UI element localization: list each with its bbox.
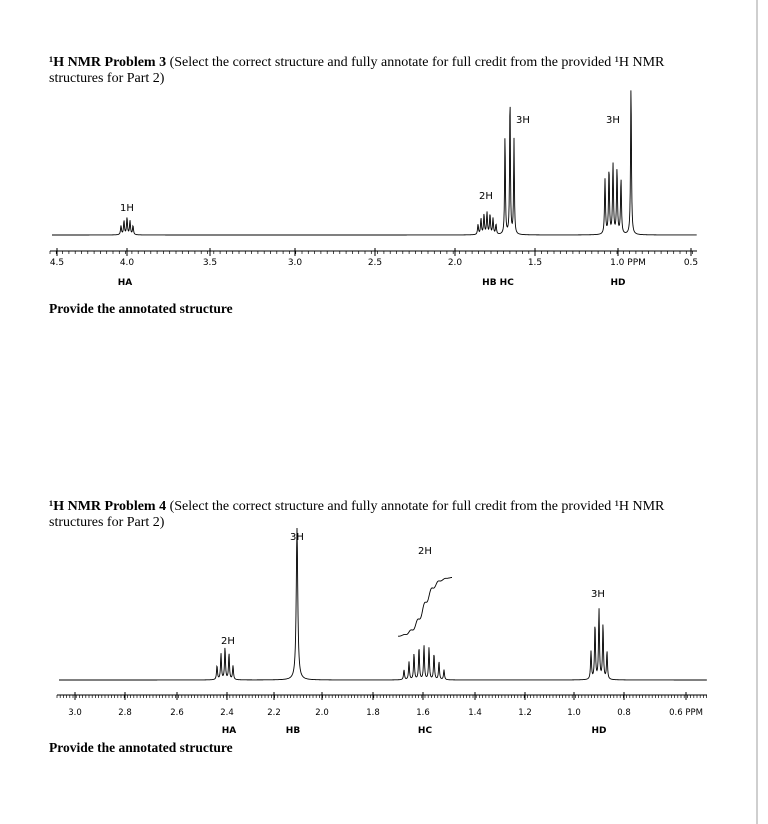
p4-integration-label: 3H — [290, 532, 304, 543]
p4-integration-label: 3H — [591, 589, 605, 600]
p3-assignment-label: HB HC — [482, 278, 514, 288]
p3-assignment-label: HA — [117, 278, 133, 288]
p4-tick-label: 0.8 — [617, 708, 631, 718]
p3-tick-label: 0.5 — [683, 258, 699, 268]
problem3-prompt: Provide the annotated structure — [49, 301, 233, 316]
p3-tick-label: 3.5 — [202, 258, 218, 268]
problem4-heading: ¹H NMR Problem 4 (Select the correct structure and fully annotate for full credit from the provided ¹H NMR structures for Part 2) — [49, 499, 665, 530]
p3-integration-label: 2H — [479, 191, 493, 202]
p4-integration-label: 2H — [418, 546, 432, 557]
p4-assignment-label: HB — [285, 726, 301, 736]
p3-tick-label: 2.0 — [447, 258, 463, 268]
p4-tick-label: 1.2 — [518, 708, 532, 718]
p4-tick-label: 2.6 — [170, 708, 184, 718]
p3-assignment-label: HD — [610, 278, 626, 288]
p3-integration-label: 3H — [606, 115, 620, 126]
p4-tick-label: 2.4 — [220, 708, 234, 718]
p4-assignment-label: HD — [591, 726, 607, 736]
problem3-heading: ¹H NMR Problem 3 (Select the correct structure and fully annotate for full credit from the provided ¹H NMR structures for Part 2) — [49, 55, 665, 86]
p4-tick-label: 1.8 — [366, 708, 380, 718]
problem4-prompt: Provide the annotated structure — [49, 740, 233, 755]
page-edge — [756, 0, 758, 824]
p4-tick-label: 3.0 — [68, 708, 82, 718]
p3-tick-label: 1.0 PPM — [610, 258, 646, 268]
p3-tick-label: 3.0 — [287, 258, 303, 268]
p3-tick-label: 4.5 — [49, 258, 65, 268]
p4-tick-label: 2.8 — [118, 708, 132, 718]
p3-tick-label: 4.0 — [119, 258, 135, 268]
p3-spectrum-trace — [52, 90, 697, 235]
p4-tick-label: 1.4 — [468, 708, 482, 718]
p4-tick-label: 0.6 PPM — [669, 708, 703, 718]
p3-tick-label: 2.5 — [367, 258, 383, 268]
p3-integration-label: 3H — [516, 115, 530, 126]
p3-integration-label: 1H — [120, 203, 134, 214]
p3-tick-label: 1.5 — [527, 258, 543, 268]
p4-assignment-label: HC — [417, 726, 433, 736]
p4-spectrum-trace — [59, 528, 707, 680]
p4-tick-label: 1.0 — [567, 708, 581, 718]
p4-tick-label: 2.2 — [267, 708, 281, 718]
p4-integration-label: 2H — [221, 636, 235, 647]
p4-tick-label: 1.6 — [416, 708, 430, 718]
p4-integration-curve — [398, 578, 452, 637]
p4-assignment-label: HA — [221, 726, 237, 736]
p4-tick-label: 2.0 — [315, 708, 329, 718]
